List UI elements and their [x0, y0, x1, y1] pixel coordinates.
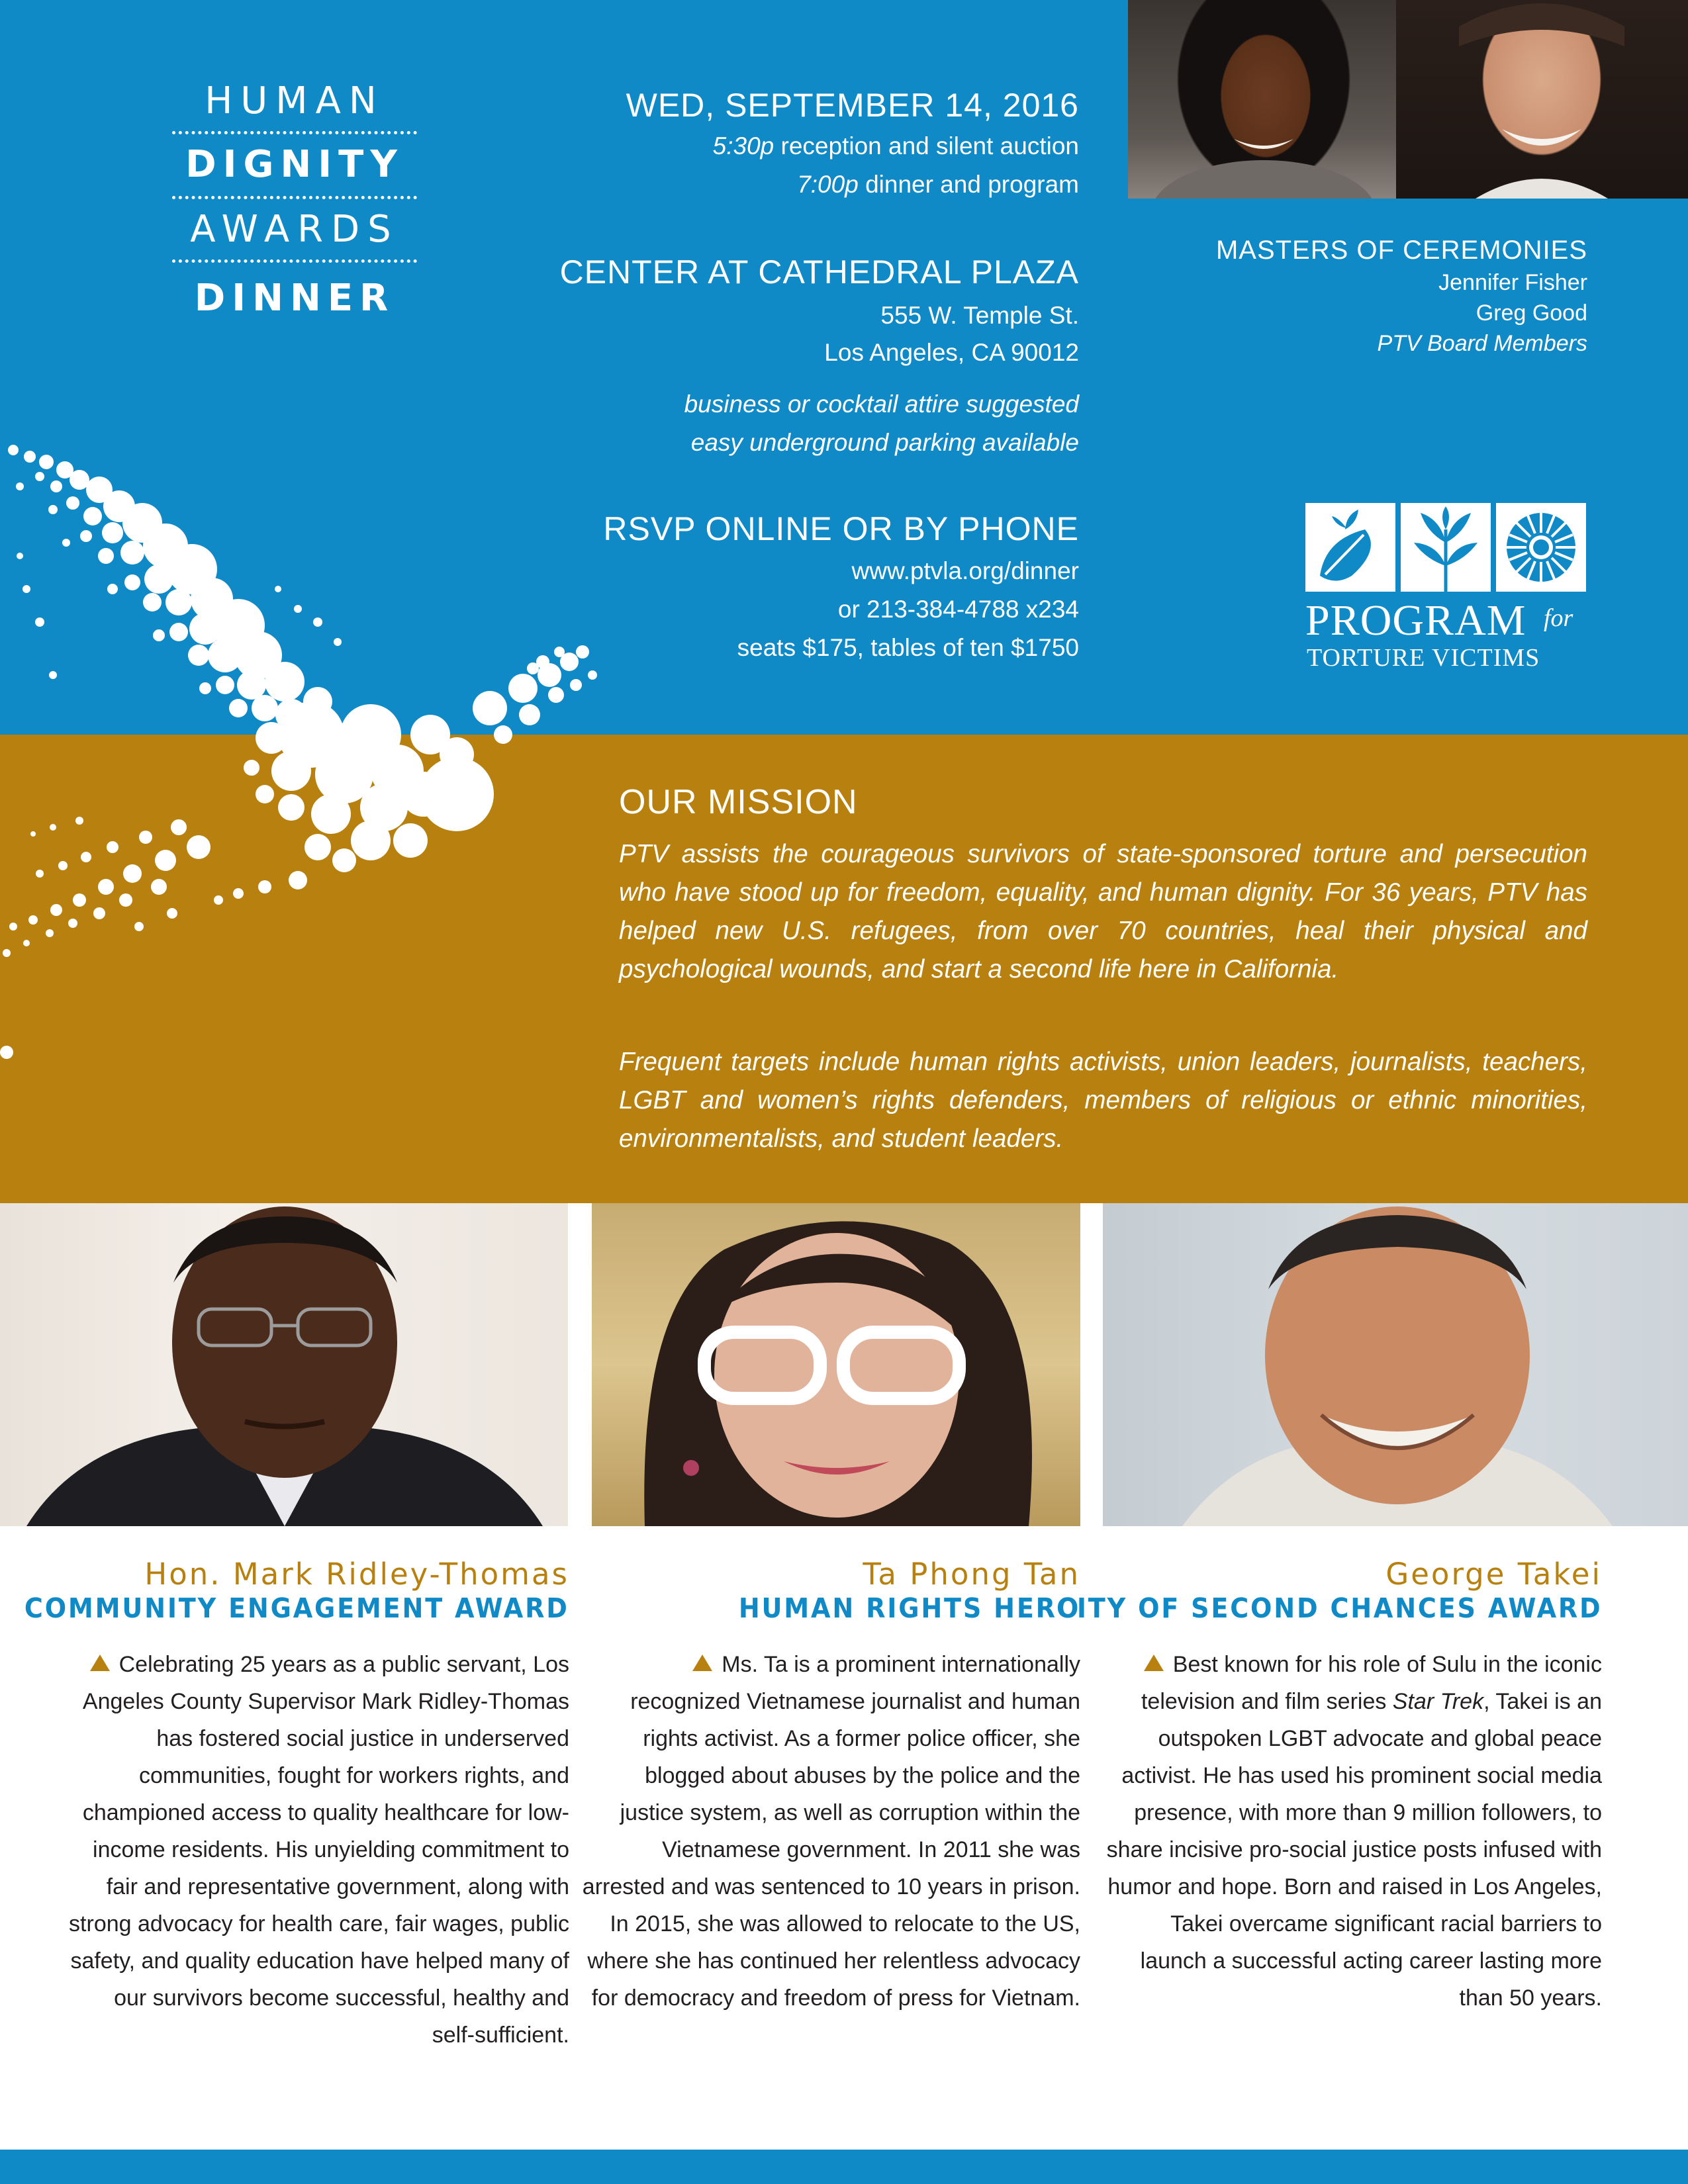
- dove-dot: [294, 605, 302, 613]
- dove-dot: [271, 751, 311, 791]
- honoree-photo-mark-ridley-thomas: [0, 1203, 568, 1526]
- venue-address-city: Los Angeles, CA 90012: [824, 339, 1079, 366]
- logo-sprout-icon: [1401, 503, 1491, 592]
- dove-dot: [66, 496, 79, 510]
- honoree-bio: Best known for his role of Sulu in the iconic television and film series Star Trek, Takei is an outspoken LGBT advocate and global peace activist. He has used his prominent social media presence, with more than 9 million followers, to share incisive pro-social justice posts infused with humor and hope. Born and raised in Los Angeles, Takei overcame significant racial barriers to launch a successful acting career lasting more than 50 years.: [1106, 1652, 1602, 2011]
- honoree-award: COMMUNITY ENGAGEMENT AWARD: [24, 1592, 569, 1624]
- dove-dot: [237, 670, 266, 700]
- dove-dot: [93, 907, 105, 919]
- dove-dot: [8, 445, 19, 455]
- dove-dot: [39, 455, 54, 469]
- dove-dot: [73, 893, 86, 907]
- dove-dot: [151, 879, 167, 895]
- dove-dot: [570, 679, 582, 691]
- reception-time: 5:30p reception and silent auction: [712, 132, 1079, 159]
- triangle-bullet-icon: [90, 1655, 110, 1671]
- dove-dot: [548, 687, 564, 703]
- title-divider: [172, 131, 417, 134]
- title-line-awards: AWARDS: [190, 208, 399, 251]
- dove-dot: [0, 1046, 13, 1059]
- dove-dot: [554, 647, 565, 657]
- dove-dot: [50, 824, 56, 831]
- dove-dot: [305, 834, 331, 860]
- dove-dot: [199, 682, 211, 694]
- dove-dot: [313, 617, 322, 627]
- dove-dot: [3, 949, 11, 957]
- dove-dot: [98, 548, 114, 564]
- dove-illustration: [0, 424, 609, 1085]
- logo-leaf-icon: [1305, 503, 1395, 592]
- mission-paragraph-2: Frequent targets include human rights activists, union leaders, journalists, teachers, LGBT and women’s rights defenders, members of religious or ethnic minorities, environmentalists, and student leaders.: [619, 1048, 1587, 1153]
- honoree-name: Ta Phong Tan: [863, 1557, 1080, 1592]
- dove-dot: [35, 472, 44, 481]
- mc-name-2: Greg Good: [1476, 300, 1587, 326]
- dove-dot: [49, 671, 57, 679]
- dove-dot: [134, 922, 144, 931]
- dove-dot: [50, 480, 62, 492]
- dove-dot: [189, 613, 221, 645]
- dove-dot: [494, 725, 512, 744]
- dove-dot: [30, 831, 36, 837]
- dove-dot: [83, 507, 102, 525]
- dove-dot: [258, 880, 271, 893]
- dove-dot: [81, 852, 91, 862]
- dove-dot: [265, 662, 305, 702]
- logo-program-text: PROGRAM: [1305, 596, 1526, 645]
- honoree-portrait-george: [1103, 1203, 1688, 1526]
- dove-dot: [473, 691, 507, 725]
- dove-dot: [139, 831, 152, 844]
- logo-sunflower-icon: [1496, 503, 1586, 592]
- dove-dot: [334, 638, 342, 646]
- dove-dot: [143, 593, 162, 612]
- dove-dot: [278, 794, 305, 821]
- dove-dot: [80, 530, 92, 542]
- dove-dot: [35, 617, 44, 627]
- logo-for-text: for: [1544, 604, 1573, 632]
- honoree-name: George Takei: [1385, 1557, 1602, 1592]
- dove-dot: [167, 908, 177, 919]
- dove-dot: [311, 794, 351, 834]
- dove-dot: [351, 821, 391, 860]
- mc-photo-jennifer-fisher: [1128, 0, 1396, 199]
- honoree-photo-ta-phong-tan: [592, 1203, 1080, 1526]
- honoree-award: CITY OF SECOND CHANCES AWARD: [1056, 1592, 1602, 1624]
- honoree-name: Hon. Mark Ridley-Thomas: [144, 1557, 569, 1592]
- honoree-portrait-mark: [0, 1203, 568, 1526]
- mc-heading: MASTERS OF CEREMONIES: [1215, 236, 1587, 265]
- mc-role: PTV Board Members: [1377, 331, 1587, 356]
- dove-dot: [169, 623, 188, 641]
- mc-name-1: Jennifer Fisher: [1438, 270, 1587, 295]
- dove-dot: [527, 662, 539, 674]
- footer-band: [0, 2150, 1688, 2184]
- honoree-award: HUMAN RIGHTS HERO: [738, 1592, 1080, 1624]
- dove-dot: [216, 676, 234, 694]
- dove-dot: [153, 629, 165, 641]
- attire-note: business or cocktail attire suggested: [684, 390, 1079, 418]
- parking-note: easy underground parking available: [690, 429, 1079, 456]
- dove-dot: [588, 670, 597, 680]
- dove-dot: [165, 589, 192, 615]
- dove-dot: [420, 757, 494, 831]
- dove-dot: [24, 451, 36, 463]
- dove-dot: [102, 522, 123, 543]
- dove-dot: [62, 539, 70, 547]
- dove-dot: [28, 915, 38, 925]
- dove-dot: [123, 864, 142, 883]
- dove-dot: [508, 674, 538, 703]
- dove-dot: [9, 923, 17, 931]
- mission-paragraph-1: PTV assists the courageous survivors of state-sponsored torture and persecution who have stood up for freedom, equality, and human dignity. For 36 years, PTV has helped new U.S. refugees, from over 70 countries, heal their physical and psychological wounds, and start a second life here in California.: [619, 840, 1587, 983]
- dove-dot: [48, 505, 58, 514]
- dove-dot: [23, 940, 30, 946]
- dove-dot: [393, 823, 428, 858]
- dove-dot: [252, 695, 278, 721]
- honoree-photo-george-takei: [1103, 1203, 1688, 1526]
- title-divider: [172, 259, 417, 263]
- mission-heading: OUR MISSION: [619, 783, 858, 821]
- venue-name: CENTER AT CATHEDRAL PLAZA: [559, 253, 1079, 291]
- dove-dot: [120, 541, 144, 565]
- title-line-dignity: DIGNITY: [185, 143, 404, 186]
- rsvp-heading: RSVP ONLINE OR BY PHONE: [603, 510, 1079, 547]
- dove-dot: [155, 850, 176, 871]
- dove-dot: [17, 553, 23, 559]
- triangle-bullet-icon: [692, 1655, 712, 1671]
- logo-torture-victims-text: TORTURE VICTIMS: [1307, 644, 1540, 672]
- dove-dot: [124, 574, 140, 590]
- dove-dot: [107, 584, 118, 594]
- mc-photo-greg-smile: [1396, 0, 1688, 199]
- honoree-portrait-ta: [592, 1203, 1080, 1526]
- event-date: WED, SEPTEMBER 14, 2016: [626, 87, 1079, 124]
- venue-address-street: 555 W. Temple St.: [880, 302, 1079, 329]
- dove-dot: [188, 645, 209, 666]
- dove-dot: [68, 919, 77, 928]
- title-line-dinner: DINNER: [194, 277, 395, 320]
- dove-dot: [119, 893, 132, 907]
- dove-dot: [229, 699, 248, 717]
- dove-dot: [233, 888, 244, 899]
- dove-dot: [256, 785, 274, 803]
- dove-dot: [16, 482, 24, 490]
- honoree-bio: Celebrating 25 years as a public servant, Los Angeles County Supervisor Mark Ridley-Thomas has fostered social justice in underserved communities, fought for workers rights, and championed access to quality healthcare for low-income residents. His unyielding commitment to fair and representative government, along with strong advocacy for health care, fair wages, public safety, and quality education have helped many of our survivors become successful, healthy and self-sufficient.: [69, 1652, 569, 2048]
- dove-dot: [275, 586, 281, 592]
- dove-dot: [214, 895, 223, 905]
- dove-dot: [58, 861, 68, 870]
- dove-dot: [332, 848, 356, 872]
- dove-dot: [107, 841, 118, 853]
- dove-dot: [187, 835, 211, 859]
- mc-photo-jennifer-smile: [1128, 0, 1396, 199]
- dove-dot: [75, 817, 83, 825]
- honoree-bio: Ms. Ta is a prominent internationally recognized Vietnamese journalist and human rights activist. As a former police officer, she blogged about abuses by the police and the justice system, as well as corruption within the Vietnamese government. In 2011 she was arrested and was sentenced to 10 years in prison. In 2015, she was allowed to relocate to the US, where she has continued her relentless advocacy for democracy and freedom of press for Vietnam.: [582, 1652, 1080, 2011]
- dinner-time: 7:00p dinner and program: [797, 171, 1079, 198]
- ticket-pricing: seats $175, tables of ten $1750: [737, 634, 1079, 661]
- dove-dot: [144, 565, 173, 594]
- dove-dot: [519, 704, 540, 725]
- dove-dot: [36, 870, 44, 878]
- title-line-human: HUMAN: [205, 79, 385, 122]
- dove-dot: [50, 904, 62, 916]
- mc-photo-greg-good: [1396, 0, 1688, 199]
- dove-dot: [171, 819, 187, 835]
- title-divider: [172, 196, 417, 199]
- dove-dot: [576, 645, 589, 659]
- triangle-bullet-icon: [1144, 1655, 1164, 1671]
- dove-dot: [23, 585, 30, 593]
- dove-dot: [70, 470, 89, 490]
- dove-dot: [98, 879, 114, 895]
- rsvp-phone[interactable]: or 213-384-4788 x234: [837, 596, 1079, 623]
- dove-dot: [289, 871, 307, 889]
- dove-dot: [46, 929, 54, 937]
- rsvp-url[interactable]: www.ptvla.org/dinner: [851, 557, 1079, 584]
- dove-dot: [244, 760, 259, 776]
- dove-dot: [256, 722, 287, 754]
